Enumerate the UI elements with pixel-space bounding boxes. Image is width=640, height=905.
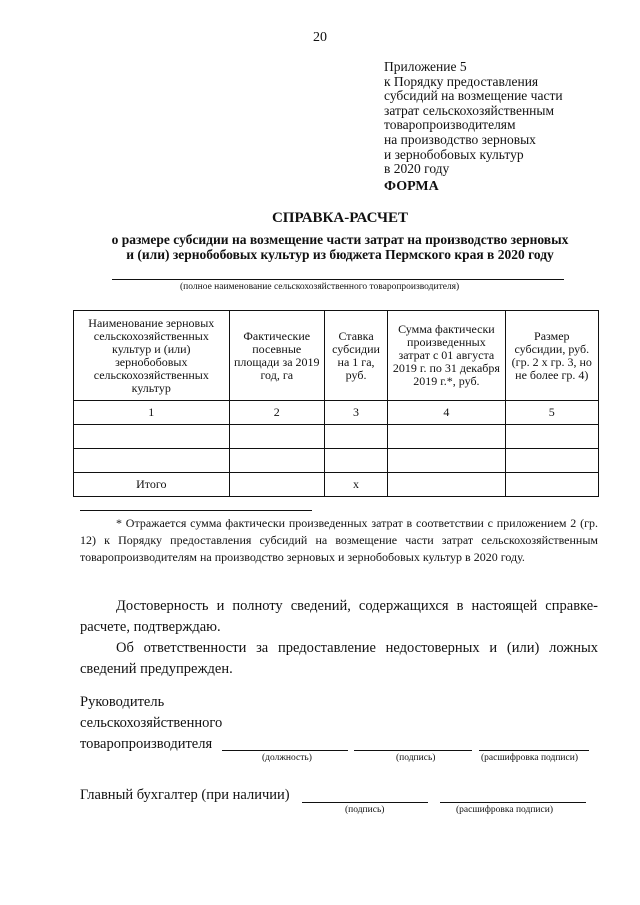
head-label-line-3: товаропроизводителя (80, 736, 213, 752)
decoding-caption: (расшифровка подписи) (481, 753, 578, 763)
producer-name-line[interactable] (112, 279, 564, 280)
appendix-line: Приложение 5 (384, 59, 467, 74)
head-signature-line[interactable] (354, 750, 472, 751)
table-cell[interactable] (388, 449, 505, 473)
table-empty-row (74, 449, 599, 473)
appendix-line: затрат сельскохозяйственным (384, 102, 555, 118)
accountant-signature-line[interactable] (302, 802, 428, 803)
table-header-row (74, 311, 599, 401)
header-subsidy: Размер субсидии, руб. (гр. 2 х гр. 3, но не более гр. 4) (505, 311, 598, 401)
appendix-line: на производство зерновых (384, 131, 536, 147)
table-cell[interactable] (74, 425, 230, 449)
total-label: Итого (74, 473, 230, 497)
column-number: 1 (74, 401, 230, 425)
accountant-decoding-line[interactable] (440, 802, 586, 803)
header-crop-name: Наименование зерновых сельскохозяйственных культур и (или) зернобобовых сельскохозяйственных культур (74, 311, 230, 401)
table-total-row (74, 473, 599, 497)
appendix-block (384, 60, 563, 177)
position-caption: (должность) (262, 753, 312, 763)
header-costs: Сумма фактически произведенных затрат с 01 августа 2019 г. по 31 декабря 2019 г.*, руб. (388, 311, 505, 401)
table-cell[interactable] (505, 449, 598, 473)
table-cell[interactable] (388, 473, 505, 497)
table-cell[interactable] (324, 449, 387, 473)
column-number: 2 (229, 401, 324, 425)
header-area: Фактические посевные площади за 2019 год, га (229, 311, 324, 401)
producer-name-caption: (полное наименование сельскохозяйственного товаропроизводителя) (180, 282, 460, 292)
document-title: СПРАВКА-РАСЧЕТ (271, 210, 409, 226)
table-empty-row (74, 425, 599, 449)
header-rate: Ставка субсидии на 1 га, руб. (324, 311, 387, 401)
table-cell[interactable] (505, 425, 598, 449)
table-number-row (74, 401, 599, 425)
table-cell[interactable] (229, 425, 324, 449)
accountant-label: Главный бухгалтер (при наличии) (80, 787, 290, 803)
table-cell[interactable] (229, 449, 324, 473)
appendix-line: товаропроизводителям (384, 117, 516, 133)
column-number: 3 (324, 401, 387, 425)
head-decoding-line[interactable] (479, 750, 589, 751)
calculation-table (73, 310, 599, 497)
appendix-line: в 2020 году (384, 161, 450, 177)
head-label-line-2: сельскохозяйственного (80, 715, 223, 731)
table-cell[interactable] (324, 425, 387, 449)
subtitle-line-1: о размере субсидии на возмещение части затрат на производство зерновых (111, 232, 569, 247)
footnote: * Отражается сумма фактически произведенных затрат в соответствии с приложением 2 (гр. 12) к Порядку предоставления субсидий на возмещение части затрат сельскохозяйственным товаропроизводителям на производство зерновых и зернобобовых культур в 2020 году. (80, 516, 598, 564)
table-cell[interactable] (505, 473, 598, 497)
document-subtitle (60, 233, 620, 262)
subtitle-line-2: и (или) зернобобовых культур из бюджета Пермского края в 2020 году (126, 246, 554, 262)
head-label-line-1: Руководитель (80, 694, 165, 710)
footnote-separator (80, 510, 312, 511)
total-mark: х (324, 473, 387, 497)
appendix-line: субсидий на возмещение части (384, 88, 563, 104)
appendix-line: к Порядку предоставления (384, 73, 539, 89)
table-cell[interactable] (229, 473, 324, 497)
signature-caption: (подпись) (396, 753, 436, 763)
form-label: ФОРМА (384, 179, 439, 194)
accountant-signature-caption: (подпись) (345, 805, 385, 815)
page-number: 20 (313, 30, 327, 45)
appendix-line: и зернобобовых культур (384, 146, 524, 162)
table-cell[interactable] (388, 425, 505, 449)
column-number: 5 (505, 401, 598, 425)
table-cell[interactable] (74, 449, 230, 473)
head-position-line[interactable] (222, 750, 348, 751)
accountant-decoding-caption: (расшифровка подписи) (456, 805, 553, 815)
statement-responsibility: Об ответственности за предоставление недостоверных и (или) ложных сведений предупрежден. (80, 640, 598, 677)
column-number: 4 (388, 401, 505, 425)
statement-authenticity: Достоверность и полноту сведений, содержащихся в настоящей справке-расчете, подтверждаю. (80, 598, 598, 635)
